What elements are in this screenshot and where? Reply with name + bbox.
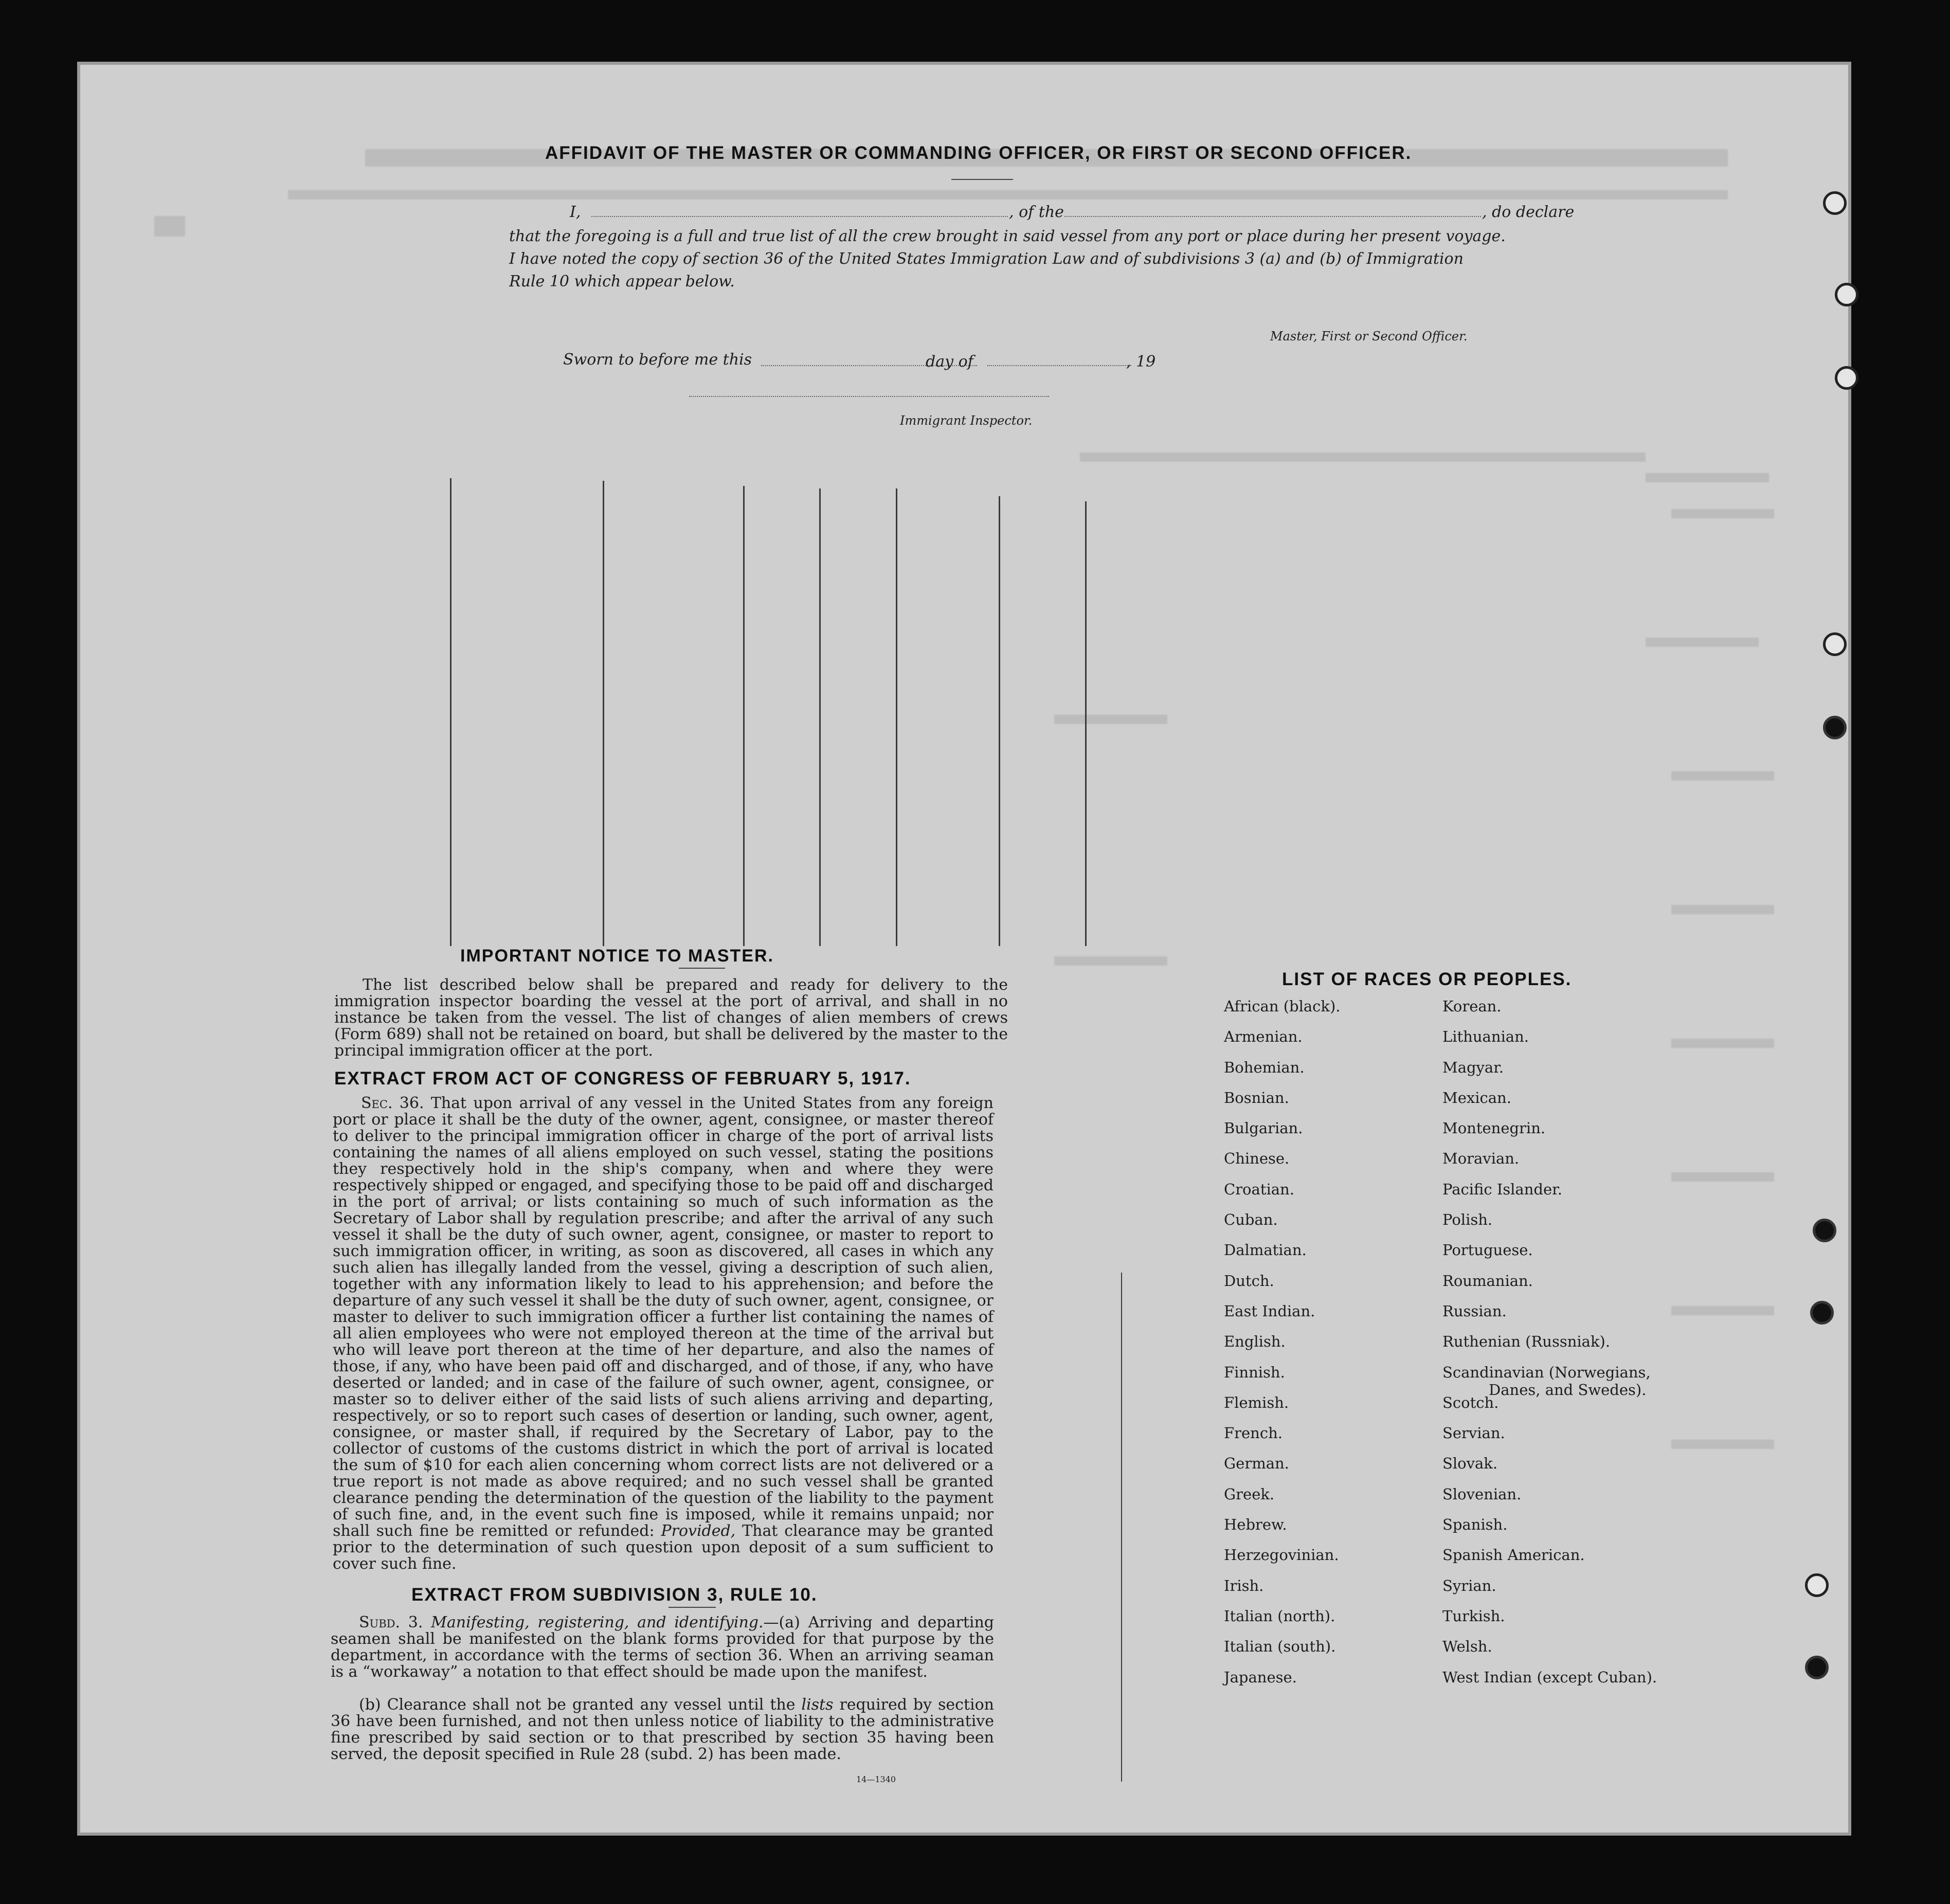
sworn-text: Sworn to before me this xyxy=(563,351,752,369)
race-item: Herzegovinian. xyxy=(1224,1546,1339,1564)
race-item: Finnish. xyxy=(1224,1363,1285,1381)
affidavit-declare: , do declare xyxy=(1482,203,1575,221)
column-rule xyxy=(450,478,452,946)
race-item: Portuguese. xyxy=(1442,1241,1533,1259)
race-item: Greek. xyxy=(1224,1485,1275,1503)
race-item: Dutch. xyxy=(1224,1272,1274,1290)
day-of-text: day of xyxy=(926,353,973,371)
race-item: Slovak. xyxy=(1442,1455,1498,1473)
race-item: Irish. xyxy=(1224,1576,1264,1594)
notice-text: The list described below shall be prepared and ready for delivery to the immigration inspector boarding the vessel at the port of arrival, and shall in no instance be taken from the vessel. The list of changes of alien members of crews (Form 689) shall not be retained on board, but shall be delivered by the master to the principal immigration officer at the port. xyxy=(334,976,1008,1060)
race-item: Servian. xyxy=(1442,1424,1505,1442)
race-item: Magyar. xyxy=(1442,1058,1504,1076)
rule-extract-title: EXTRACT FROM SUBDIVISION 3, RULE 10. xyxy=(411,1585,818,1605)
race-item: Roumanian. xyxy=(1442,1272,1533,1290)
column-rule xyxy=(819,488,821,946)
column-rule xyxy=(896,488,897,946)
race-item: Pacific Islander. xyxy=(1442,1180,1563,1198)
race-item: Cuban. xyxy=(1224,1211,1278,1229)
races-left-column xyxy=(1224,991,1341,1693)
column-rule xyxy=(1121,1273,1122,1782)
race-item: German. xyxy=(1224,1455,1289,1473)
act-extract-text: Sec. 36. That upon arrival of any vessel in the United States from any foreign port or place it shall be the duty of the owner, agent, consignee, or master thereof to deliver to the principal immigration officer in charge of the port of arrival lists containing the names of all aliens employed on such vessel, stating the positions they respectively hold in the ship's company, when and where they were respectively shipped or engaged, and specifying those to be paid off and discharged in the port of arrival; or lists containing so much of such information as the Secretary of Labor shall by regulation prescribe; and after the arrival of any such vessel it shall be the duty of such owner, agent, consignee, or master to report to such immigration officer, in writing, as soon as discovered, all cases in which any such alien has illegally landed from the vessel, giving a description of such alien, together with any information likely to lead to his apprehension; and before the departure of any such vessel it shall be the duty of such owner, agent, consignee, or master to deliver to such immigration officer a further list containing the names of all alien employees who were not employed thereon at the time of the arrival but who will leave port thereon at the time of her departure, and also the names of those, if any, who have been paid off and discharged, and of those, if any, who have deserted or landed; and in case of the failure of such owner, agent, consignee, or master so to deliver either of the said lists of such aliens arriving and departing, respectively, or so to report such cases of desertion or landing, such owner, agent, consignee, or master shall, if required by the Secretary of Labor, pay to the collector of customs of the customs district in which the port of arrival is located the sum of $10 for each alien concerning whom correct lists are not delivered or a true report is not made as above required; and no such vessel shall be granted clearance pending the determination of the question of the liability to the payment of such fine, and, in the event such fine is imposed, while it remains unpaid; nor shall such fine be remitted or refunded: Provided, That clearance may be granted prior to the determination of such question upon deposit of a sum sufficient to cover such fine. xyxy=(333,1094,994,1573)
section-label: Sec. 36. xyxy=(361,1094,424,1112)
race-item: Bulgarian. xyxy=(1224,1119,1303,1137)
binder-hole xyxy=(1835,283,1858,306)
act-extract-title: EXTRACT FROM ACT OF CONGRESS OF FEBRUARY 5, 1917. xyxy=(334,1068,911,1089)
race-item: Lithuanian. xyxy=(1442,1028,1529,1046)
race-item: Polish. xyxy=(1442,1211,1493,1229)
binder-hole xyxy=(1805,1573,1829,1597)
notice-title: IMPORTANT NOTICE TO MASTER. xyxy=(460,946,774,966)
race-item: Spanish. xyxy=(1442,1516,1508,1534)
race-item: Bosnian. xyxy=(1224,1089,1289,1107)
race-item: Slovenian. xyxy=(1442,1485,1522,1503)
race-item: Moravian. xyxy=(1442,1150,1520,1168)
year-text: , 19 xyxy=(1126,353,1156,371)
affidavit-line-2: that the foregoing is a full and true list of all the crew brought in said vessel from any port or place during her present voyage. xyxy=(509,227,1506,245)
subd-label: Subd. 3. xyxy=(359,1613,423,1631)
binder-hole xyxy=(1823,716,1847,739)
binder-hole xyxy=(1810,1301,1834,1325)
race-item: Ruthenian (Russniak). xyxy=(1442,1333,1611,1351)
race-item: Danes, and Swedes). xyxy=(1489,1381,1647,1399)
inspector-signature-line xyxy=(689,396,1049,398)
rule-para-a: Subd. 3. Manifesting, registering, and identifying.—(a) Arriving and departing seamen shall be manifested on the blank forms provided for that purpose by the department, in accordance with the terms of section 36. When an arriving seaman is a “workaway” a notation to that effect should be made upon the manifest. xyxy=(331,1613,994,1681)
affidavit-i: I, xyxy=(570,203,581,221)
affidavit-of-the: , of the xyxy=(1009,203,1064,221)
race-item: Montenegrin. xyxy=(1442,1119,1546,1137)
race-item: Scotch. xyxy=(1442,1393,1499,1411)
race-item: Flemish. xyxy=(1224,1393,1289,1411)
vessel-blank xyxy=(1064,216,1481,218)
race-item: Croatian. xyxy=(1224,1180,1294,1198)
race-item: Chinese. xyxy=(1224,1150,1290,1168)
column-rule xyxy=(1085,501,1087,946)
binder-hole xyxy=(1823,191,1847,215)
race-item: African (black). xyxy=(1224,998,1341,1015)
races-title: LIST OF RACES OR PEOPLES. xyxy=(1282,969,1572,989)
race-item: Mexican. xyxy=(1442,1089,1511,1107)
column-rule xyxy=(603,481,604,946)
race-item: Scandinavian (Norwegians, xyxy=(1442,1363,1651,1381)
race-item: Armenian. xyxy=(1224,1028,1303,1046)
race-item: East Indian. xyxy=(1224,1302,1315,1320)
master-signature-label: Master, First or Second Officer. xyxy=(1270,329,1468,343)
affidavit-line-3: I have noted the copy of section 36 of the United States Immigration Law and of subdivisions 3 (a) and (b) of Immigration xyxy=(509,250,1464,268)
race-item: Hebrew. xyxy=(1224,1516,1287,1534)
form-number: 14—1340 xyxy=(856,1774,896,1784)
name-blank xyxy=(591,216,1008,218)
column-rule xyxy=(743,486,745,946)
race-item: Welsh. xyxy=(1442,1638,1492,1656)
race-item: West Indian (except Cuban). xyxy=(1442,1668,1657,1686)
notice-underline xyxy=(679,968,725,969)
race-item: Dalmatian. xyxy=(1224,1241,1307,1259)
race-item: Korean. xyxy=(1442,998,1502,1015)
race-item: Russian. xyxy=(1442,1302,1507,1320)
race-item: Bohemian. xyxy=(1224,1058,1305,1076)
document-page xyxy=(77,62,1851,1836)
race-item: Japanese. xyxy=(1224,1668,1297,1686)
rule-para-b: (b) Clearance shall not be granted any vessel until the lists required by section 36 have been furnished, and not then unless notice of liability to the administrative fine prescribed by said section or to that prescribed by section 35 having been served, the deposit specified in Rule 28 (subd. 2) has been made. xyxy=(331,1696,994,1763)
affidavit-title: AFFIDAVIT OF THE MASTER OR COMMANDING OFFICER, OR FIRST OR SECOND OFFICER. xyxy=(545,143,1412,163)
binder-hole xyxy=(1823,632,1847,656)
race-item: Italian (north). xyxy=(1224,1607,1335,1625)
month-blank xyxy=(987,365,1131,367)
rule-underline xyxy=(669,1607,716,1608)
race-item: Syrian. xyxy=(1442,1576,1496,1594)
column-rule xyxy=(999,496,1000,946)
race-item: English. xyxy=(1224,1333,1286,1351)
races-right-column xyxy=(1442,991,1657,1693)
binder-hole xyxy=(1813,1219,1836,1242)
title-underline xyxy=(951,179,1013,180)
binder-hole xyxy=(1805,1656,1829,1679)
binder-hole xyxy=(1835,366,1858,390)
affidavit-line-4: Rule 10 which appear below. xyxy=(509,273,735,291)
race-item: French. xyxy=(1224,1424,1283,1442)
inspector-label: Immigrant Inspector. xyxy=(900,413,1033,428)
race-item: Italian (south). xyxy=(1224,1638,1336,1656)
race-item: Turkish. xyxy=(1442,1607,1505,1625)
race-item: Spanish American. xyxy=(1442,1546,1585,1564)
